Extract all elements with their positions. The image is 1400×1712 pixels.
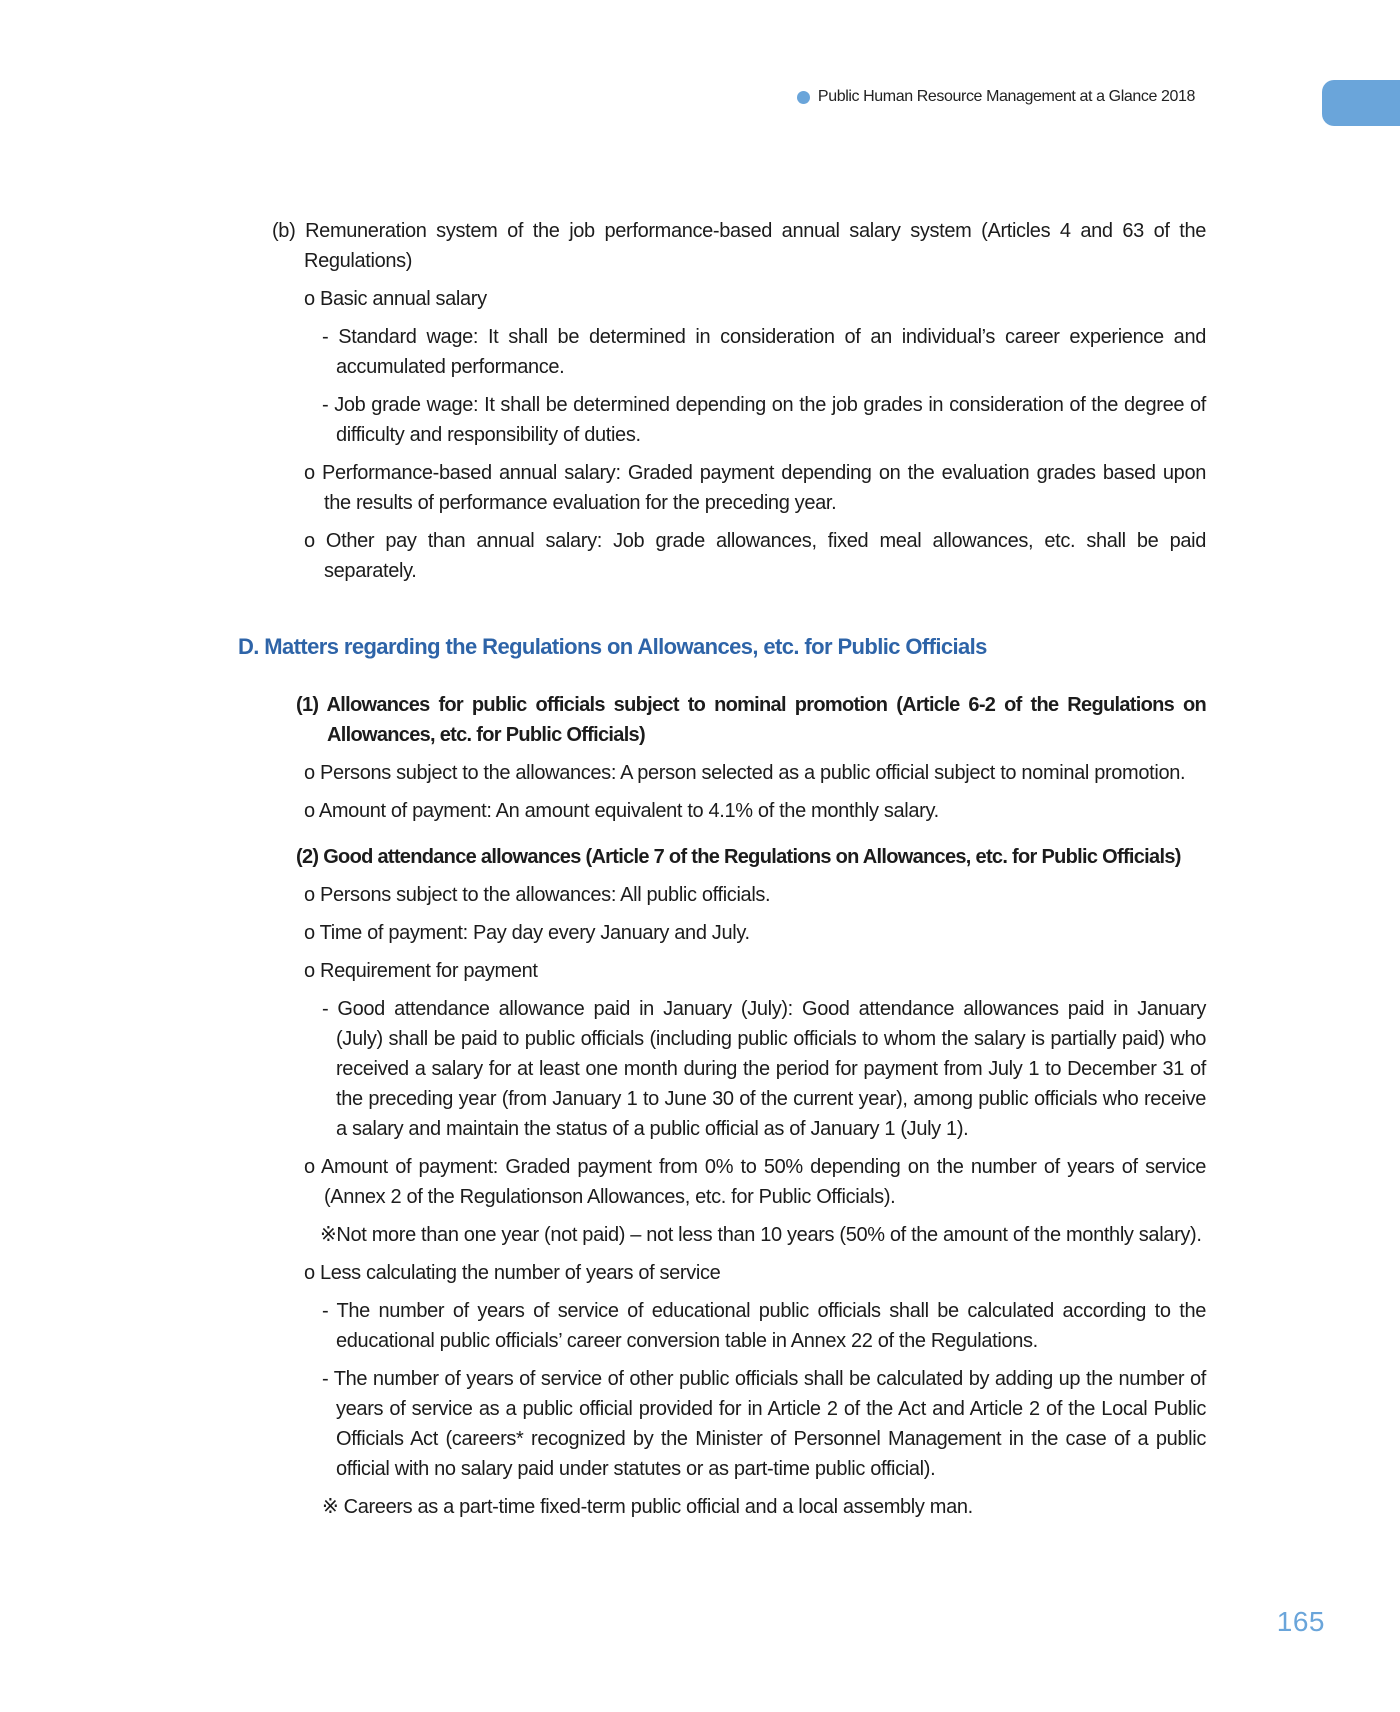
page-number: 165 bbox=[1276, 1606, 1325, 1637]
sub2-educational: - The number of years of service of educational public officials shall be calculated according to the educational public officials’ career conversion table in Annex 22 of the Regulations. bbox=[322, 1300, 1206, 1352]
sub2-less-calc: o Less calculating the number of years of service bbox=[304, 1262, 721, 1284]
page-edge-tab bbox=[1322, 80, 1400, 126]
sub2-amount-note: ※Not more than one year (not paid) – not less than 10 years (50% of the amount of the monthly salary). bbox=[320, 1224, 1202, 1246]
other-pay: o Other pay than annual salary: Job grade allowances, fixed meal allowances, etc. shall be paid separately. bbox=[304, 530, 1206, 582]
running-title: Public Human Resource Management at a Glance 2018 bbox=[817, 88, 1195, 105]
sub1-amount: o Amount of payment: An amount equivalent to 4.1% of the monthly salary. bbox=[304, 800, 939, 822]
sub2-amount: o Amount of payment: Graded payment from 0% to 50% depending on the number of years of service (Annex 2 of the Regulationson Allowances, etc. for Public Officials). bbox=[304, 1156, 1206, 1208]
sub2-time: o Time of payment: Pay day every January and July. bbox=[304, 922, 750, 944]
sub1-persons: o Persons subject to the allowances: A person selected as a public official subject to nominal promotion. bbox=[304, 762, 1186, 784]
bullet-dot-icon bbox=[797, 91, 810, 104]
part-b-heading: (b) Remuneration system of the job performance-based annual salary system (Articles 4 and 63 of the Regulations) bbox=[272, 220, 1206, 272]
section-d-title: D. Matters regarding the Regulations on Allowances, etc. for Public Officials bbox=[238, 634, 987, 659]
sub2-requirement-detail: - Good attendance allowance paid in January (July): Good attendance allowances paid in January (July) shall be paid to public officials (including public officials to whom the salary is partially paid) who received a salary for at least one month during the period for payment from July 1 to December 31 of the preceding year (from January 1 to June 30 of the current year), among public officials who receive a salary and maintain the status of a public official as of January 1 (July 1). bbox=[322, 998, 1206, 1140]
sub2-requirement: o Requirement for payment bbox=[304, 960, 538, 982]
sub2-careers-note: ※ Careers as a part-time fixed-term public official and a local assembly man. bbox=[322, 1496, 973, 1518]
sub2-persons: o Persons subject to the allowances: All public officials. bbox=[304, 884, 771, 906]
standard-wage: - Standard wage: It shall be determined in consideration of an individual’s career experience and accumulated performance. bbox=[322, 326, 1206, 378]
performance-based-salary: o Performance-based annual salary: Graded payment depending on the evaluation grades based upon the results of performance evaluation for the preceding year. bbox=[304, 462, 1206, 514]
sub2-heading: (2) Good attendance allowances (Article 7 of the Regulations on Allowances, etc. for Public Officials) bbox=[296, 846, 1181, 868]
sub2-other-officials: - The number of years of service of other public officials shall be calculated by adding up the number of years of service as a public official provided for in Article 2 of the Act and Article 2 of the Local Public Officials Act (careers* recognized by the Minister of Personnel Management in the case of a public official with no salary paid under statutes or as part-time public official). bbox=[322, 1368, 1206, 1480]
page-body bbox=[238, 216, 1206, 1530]
job-grade-wage: - Job grade wage: It shall be determined depending on the job grades in consideration of the degree of difficulty and responsibility of duties. bbox=[322, 394, 1206, 446]
basic-annual-salary: o Basic annual salary bbox=[304, 288, 487, 310]
sub1-heading: (1) Allowances for public officials subject to nominal promotion (Article 6-2 of the Regulations on Allowances, etc. for Public Officials) bbox=[296, 694, 1206, 746]
running-header bbox=[797, 88, 1195, 106]
